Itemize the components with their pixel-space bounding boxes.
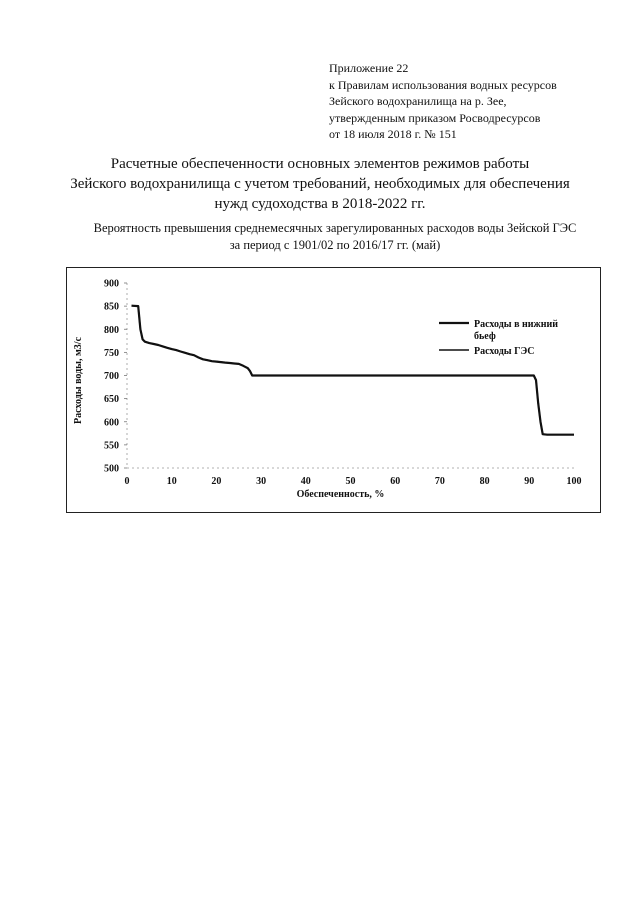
x-tick-label: 40 <box>300 476 311 487</box>
chart-legend <box>439 319 558 357</box>
flow-exceedance-chart <box>67 268 602 514</box>
chart-title <box>40 220 630 253</box>
chart-title-line-2: за период с 1901/02 по 2016/17 гг. (май) <box>229 237 441 252</box>
appendix-order: утвержденным приказом Росводресурсов <box>329 110 541 125</box>
y-tick-label: 750 <box>104 347 119 359</box>
y-tick-label: 700 <box>104 371 119 382</box>
appendix-rules-ref: к Правилам использования водных ресурсов <box>329 77 557 92</box>
x-tick-label: 0 <box>124 476 130 487</box>
y-tick-label: 800 <box>104 324 119 336</box>
x-tick-label: 80 <box>479 476 490 487</box>
document-title-line-2: Зейского водохранилища с учетом требований, необходимых для обеспечения <box>70 176 570 192</box>
x-tick-label: 100 <box>566 476 582 487</box>
appendix-reservoir: Зейского водохранилища на р. Зее, <box>329 94 507 108</box>
y-axis-title: Расходы воды, м3/с <box>73 336 84 425</box>
appendix-number: Приложение 22 <box>329 61 409 75</box>
x-tick-label: 90 <box>524 476 535 487</box>
legend-label-1 <box>474 319 558 342</box>
chart-axes <box>73 279 582 501</box>
document-title <box>40 154 600 214</box>
x-tick-label: 60 <box>390 476 401 487</box>
y-tick-label: 650 <box>104 394 119 406</box>
x-tick-label: 70 <box>434 476 445 487</box>
legend-label-1-line-1: Расходы в нижний <box>474 319 559 330</box>
x-tick-label: 10 <box>166 476 177 487</box>
x-tick-label: 20 <box>211 476 222 487</box>
appendix-date: от 18 июля 2018 г. № 151 <box>329 127 457 141</box>
document-title-line-1: Расчетные обеспеченности основных элементов режимов работы <box>110 156 530 172</box>
chart-frame <box>66 267 601 513</box>
appendix-header <box>329 60 557 143</box>
legend-label-2: Расходы ГЭС <box>474 346 535 357</box>
y-tick-label: 600 <box>104 417 119 429</box>
y-tick-label: 900 <box>104 278 119 290</box>
x-axis-title: Обеспеченность, % <box>296 489 385 500</box>
y-tick-label: 550 <box>104 440 119 452</box>
document-title-line-3: нужд судоходства в 2018-2022 гг. <box>214 196 426 212</box>
x-tick-label: 50 <box>345 476 356 487</box>
y-tick-label: 500 <box>104 463 119 475</box>
y-tick-label: 850 <box>104 301 119 313</box>
x-tick-label: 30 <box>256 476 267 487</box>
legend-label-1-line-2: бьеф <box>474 331 496 342</box>
chart-title-line-1: Вероятность превышения среднемесячных зарегулированных расходов воды Зейской ГЭС <box>93 221 577 235</box>
